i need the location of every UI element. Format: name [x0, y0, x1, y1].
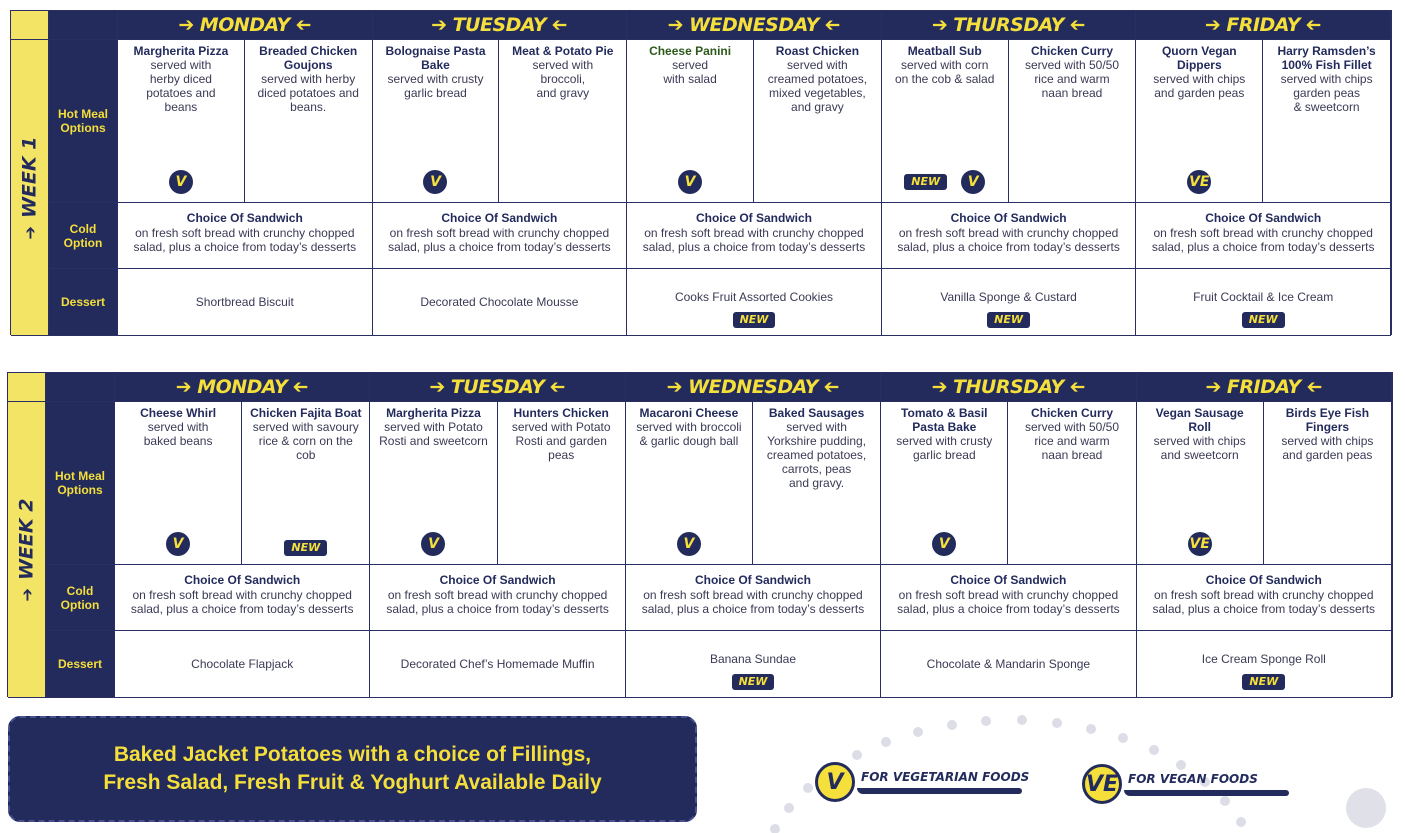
header-corner: [49, 11, 118, 40]
hot-meal-option: [753, 402, 880, 564]
dessert-tuesday: [370, 631, 625, 698]
arrow-right-icon: ➔: [1204, 14, 1221, 36]
day-header-thursday: [881, 373, 1136, 402]
vegetarian-badge-icon: V: [423, 170, 447, 194]
meal-description: served with herby diced potatoes and beans.: [257, 72, 359, 114]
swoosh-underline: [857, 788, 1022, 794]
cold-option-monday: [115, 565, 370, 631]
dessert-name: Chocolate Flapjack: [191, 657, 294, 671]
cold-option-monday: [118, 203, 373, 269]
hot-meal-option: [370, 402, 497, 564]
week-label-text: WEEK 1: [18, 136, 41, 218]
hot-meal-option: [498, 402, 625, 564]
meal-description: served with chips garden peas & sweetcorn: [1280, 72, 1373, 114]
cold-option-title: Choice Of Sandwich: [695, 211, 812, 225]
day-header-thursday: [882, 11, 1137, 40]
dessert-name: Chocolate & Mandarin Sponge: [926, 657, 1091, 671]
new-badge: NEW: [904, 174, 947, 190]
decorative-dot: [1149, 745, 1159, 755]
arrow-up-icon: ➔: [20, 225, 40, 239]
arrow-right-icon: ➔: [666, 376, 683, 398]
day-header-monday: [115, 373, 370, 402]
row-label-cold: Cold Option: [46, 565, 115, 631]
dessert-friday: [1137, 631, 1392, 698]
arrow-left-icon: ➔: [1306, 376, 1323, 398]
cold-option-text: on fresh soft bread with crunchy chopped salad, plus a choice from today’s desserts: [130, 587, 354, 616]
dessert-name: Decorated Chef’s Homemade Muffin: [400, 657, 595, 671]
day-name: THURSDAY: [953, 14, 1064, 36]
decorative-dot: [981, 716, 991, 726]
meal-description: served with crusty garlic bread: [387, 72, 484, 100]
day-header-wednesday: [626, 373, 881, 402]
dessert-wednesday: [627, 269, 882, 336]
swoosh-underline: [1124, 790, 1289, 796]
meal-name: Quorn Vegan Dippers: [1161, 44, 1237, 72]
decorative-dot: [784, 803, 794, 813]
arrow-right-icon: ➔: [931, 376, 948, 398]
day-header-friday: [1136, 11, 1391, 40]
new-badge: NEW: [284, 540, 327, 556]
arrow-right-icon: ➔: [667, 14, 684, 36]
hot-meal-option: [627, 40, 754, 202]
arrow-left-icon: ➔: [824, 14, 841, 36]
decorative-dot: [1236, 817, 1246, 827]
hot-meal-option: [1009, 40, 1136, 202]
cold-option-title: Choice Of Sandwich: [186, 211, 303, 225]
meal-description: served with Yorkshire pudding, creamed potatoes, carrots, peas and gravy.: [766, 420, 867, 490]
vegan-badge-icon: VE: [1082, 764, 1122, 804]
cold-option-title: Choice Of Sandwich: [1205, 573, 1322, 587]
meal-description: served with 50/50 rice and warm naan bread: [1024, 58, 1120, 100]
row-label-dessert: Dessert: [46, 631, 115, 698]
legend-vegan: [1082, 764, 1258, 804]
meal-description: served with broccoli, and gravy: [532, 58, 594, 100]
hot-meal-option: [118, 40, 245, 202]
header-corner: [46, 373, 115, 402]
meal-description: served with chips and garden peas: [1153, 72, 1246, 100]
decorative-dot: [947, 720, 957, 730]
hot-meal-option: [882, 40, 1009, 202]
dessert-name: Ice Cream Sponge Roll: [1201, 652, 1326, 666]
legend-vegan-label: FOR VEGAN FOODS: [1128, 772, 1258, 786]
cold-option-text: on fresh soft bread with crunchy chopped salad, plus a choice from today’s desserts: [1152, 587, 1376, 616]
cold-option-title: Choice Of Sandwich: [950, 211, 1067, 225]
dessert-name: Fruit Cocktail & Ice Cream: [1193, 290, 1334, 304]
week-label-text: WEEK 2: [15, 498, 38, 580]
hot-meal-option: [754, 40, 881, 202]
week-2-menu-table: [7, 372, 1393, 697]
meal-description: served with baked beans: [143, 420, 213, 448]
hot-meal-option: [373, 40, 500, 202]
vegetarian-badge-icon: V: [166, 532, 190, 556]
day-name: THURSDAY: [953, 376, 1064, 398]
hot-meals-tuesday: [373, 40, 628, 203]
vegetarian-badge-icon: V: [677, 532, 701, 556]
dessert-thursday: [881, 631, 1136, 698]
meal-name: Cheese Panini: [649, 44, 732, 58]
decorative-dot: [1346, 788, 1386, 828]
meal-name: Macaroni Cheese: [639, 406, 739, 420]
header-corner: [11, 11, 49, 40]
arrow-left-icon: ➔: [1069, 376, 1086, 398]
arrow-left-icon: ➔: [550, 376, 566, 398]
arrow-left-icon: ➔: [295, 14, 312, 36]
vegetarian-badge-icon: V: [678, 170, 702, 194]
cold-option-title: Choice Of Sandwich: [694, 573, 811, 587]
meal-name: Baked Sausages: [768, 406, 865, 420]
cold-option-wednesday: [627, 203, 882, 269]
arrow-right-icon: ➔: [1205, 376, 1221, 398]
dessert-thursday: [882, 269, 1137, 336]
hot-meal-option: [115, 402, 242, 564]
row-label-hot: Hot Meal Options: [46, 402, 115, 565]
day-header-tuesday: [373, 11, 628, 40]
cold-option-text: on fresh soft bread with crunchy chopped salad, plus a choice from today’s desserts: [386, 587, 609, 616]
decorative-dot: [770, 824, 780, 833]
legend-vegetarian-label: FOR VEGETARIAN FOODS: [861, 770, 1030, 784]
meal-name: Margherita Pizza: [386, 406, 481, 420]
cold-option-text: on fresh soft bread with crunchy chopped salad, plus a choice from today’s desserts: [642, 225, 866, 254]
header-corner: [8, 373, 46, 402]
meal-name: Tomato & Basil Pasta Bake: [901, 406, 988, 434]
legend-vegetarian: [815, 762, 1029, 802]
meal-name: Cheese Whirl: [140, 406, 217, 420]
dessert-name: Vanilla Sponge & Custard: [940, 290, 1077, 304]
dessert-friday: [1136, 269, 1391, 336]
hot-meal-option: [1008, 402, 1135, 564]
meal-description: served with salad: [663, 58, 717, 86]
hot-meals-monday: [118, 40, 373, 203]
meal-name: Meatball Sub: [907, 44, 982, 58]
meal-description: served with broccoli & garlic dough ball: [636, 420, 742, 448]
meal-name: Margherita Pizza: [133, 44, 229, 58]
meal-name: Roast Chicken: [775, 44, 860, 58]
row-label-dessert: Dessert: [49, 269, 118, 336]
hot-meal-option: [1264, 402, 1391, 564]
decorative-dot: [881, 737, 891, 747]
vegetarian-badge-icon: V: [932, 532, 956, 556]
meal-name: Birds Eye Fish Fingers: [1285, 406, 1370, 434]
day-name: MONDAY: [197, 376, 288, 398]
row-label-cold: Cold Option: [49, 203, 118, 269]
arrow-left-icon: ➔: [1306, 14, 1322, 36]
meal-description: served with herby diced potatoes and beans: [146, 58, 216, 114]
cold-option-thursday: [881, 565, 1136, 631]
cold-option-title: Choice Of Sandwich: [439, 573, 556, 587]
hot-meals-wednesday: [627, 40, 882, 203]
day-name: FRIDAY: [1226, 14, 1301, 36]
cold-option-text: on fresh soft bread with crunchy chopped salad, plus a choice from today’s desserts: [897, 225, 1120, 254]
hot-meals-thursday: [881, 402, 1136, 565]
week-label: [11, 40, 49, 336]
decorative-dot: [1017, 715, 1027, 725]
meal-name: Hunters Chicken: [513, 406, 609, 420]
arrow-left-icon: ➔: [552, 14, 568, 36]
cold-option-wednesday: [626, 565, 881, 631]
arrow-right-icon: ➔: [178, 14, 194, 36]
daily-options-text: Baked Jacket Potatoes with a choice of Fillings, Fresh Salad, Fresh Fruit & Yoghurt Available Daily: [103, 743, 602, 794]
meal-name: Breaded Chicken Goujons: [259, 44, 358, 72]
cold-option-text: on fresh soft bread with crunchy chopped salad, plus a choice from today’s desserts: [1151, 225, 1375, 254]
hot-meal-option: [242, 402, 369, 564]
cold-option-title: Choice Of Sandwich: [950, 573, 1067, 587]
day-name: TUESDAY: [450, 376, 545, 398]
day-header-tuesday: [370, 373, 625, 402]
daily-options-banner: [8, 716, 697, 822]
day-header-wednesday: [627, 11, 882, 40]
day-name: MONDAY: [199, 14, 290, 36]
dessert-tuesday: [373, 269, 628, 336]
decorative-dot: [803, 783, 813, 793]
week-label: [8, 402, 46, 698]
dessert-monday: [118, 269, 373, 336]
arrow-left-icon: ➔: [823, 376, 840, 398]
cold-option-tuesday: [373, 203, 628, 269]
decorative-dot: [1086, 724, 1096, 734]
meal-description: served with crusty garlic bread: [896, 434, 993, 462]
hot-meals-friday: [1137, 402, 1392, 565]
meal-description: served with corn on the cob & salad: [894, 58, 995, 86]
new-badge: NEW: [987, 312, 1030, 328]
hot-meals-tuesday: [370, 402, 625, 565]
cold-option-text: on fresh soft bread with crunchy chopped salad, plus a choice from today’s desserts: [388, 225, 611, 254]
hot-meal-option: [245, 40, 372, 202]
hot-meal-option: [626, 402, 753, 564]
cold-option-text: on fresh soft bread with crunchy chopped salad, plus a choice from today’s desserts: [133, 225, 357, 254]
cold-option-tuesday: [370, 565, 625, 631]
meal-name: Chicken Curry: [1030, 44, 1113, 58]
meal-description: served with 50/50 rice and warm naan bread: [1024, 420, 1120, 462]
arrow-right-icon: ➔: [429, 376, 445, 398]
cold-option-title: Choice Of Sandwich: [184, 573, 301, 587]
hot-meal-option: [881, 402, 1008, 564]
dessert-wednesday: [626, 631, 881, 698]
meal-description: served with chips and sweetcorn: [1153, 434, 1246, 462]
meal-description: served with chips and garden peas: [1281, 434, 1374, 462]
dessert-name: Cooks Fruit Assorted Cookies: [674, 290, 834, 304]
arrow-up-icon: ➔: [17, 587, 37, 601]
new-badge: NEW: [1242, 312, 1285, 328]
day-header-friday: [1137, 373, 1392, 402]
arrow-left-icon: ➔: [1069, 14, 1086, 36]
cold-option-friday: [1137, 565, 1392, 631]
meal-name: Meat & Potato Pie: [512, 44, 614, 58]
arrow-right-icon: ➔: [931, 14, 948, 36]
week-1-menu-table: [10, 10, 1392, 335]
dessert-name: Shortbread Biscuit: [195, 295, 294, 309]
day-name: WEDNESDAY: [689, 14, 819, 36]
new-badge: NEW: [732, 674, 775, 690]
hot-meals-monday: [115, 402, 370, 565]
dessert-name: Decorated Chocolate Mousse: [420, 295, 579, 309]
cold-option-title: Choice Of Sandwich: [1205, 211, 1322, 225]
decorative-dot: [1052, 718, 1062, 728]
vegetarian-badge-icon: V: [961, 170, 985, 194]
hot-meals-wednesday: [626, 402, 881, 565]
meal-name: Chicken Fajita Boat: [250, 406, 362, 420]
arrow-left-icon: ➔: [293, 376, 309, 398]
meal-name: Chicken Curry: [1030, 406, 1113, 420]
decorative-dot: [1118, 733, 1128, 743]
meal-description: served with Potato Rosti and garden peas: [511, 420, 611, 462]
cold-option-thursday: [882, 203, 1137, 269]
meal-name: Vegan Sausage Roll: [1155, 406, 1244, 434]
row-label-hot: Hot Meal Options: [49, 40, 118, 203]
dessert-name: Banana Sundae: [709, 652, 797, 666]
vegetarian-badge-icon: V: [421, 532, 445, 556]
decorative-dot: [852, 750, 862, 760]
day-name: FRIDAY: [1226, 376, 1301, 398]
vegan-badge-icon: VE: [1188, 532, 1212, 556]
decorative-dot: [913, 727, 923, 737]
arrow-right-icon: ➔: [431, 14, 447, 36]
cold-option-text: on fresh soft bread with crunchy chopped salad, plus a choice from today’s desserts: [897, 587, 1120, 616]
day-header-monday: [118, 11, 373, 40]
cold-option-title: Choice Of Sandwich: [441, 211, 558, 225]
meal-description: served with savoury rice & corn on the cob: [252, 420, 359, 462]
hot-meal-option: [1263, 40, 1390, 202]
vegetarian-badge-icon: V: [169, 170, 193, 194]
arrow-right-icon: ➔: [175, 376, 192, 398]
hot-meal-option: [499, 40, 626, 202]
cold-option-friday: [1136, 203, 1391, 269]
meal-description: served with creamed potatoes, mixed vegetables, and gravy: [767, 58, 868, 114]
new-badge: NEW: [733, 312, 776, 328]
hot-meal-option: [1136, 40, 1263, 202]
day-name: TUESDAY: [452, 14, 547, 36]
dessert-monday: [115, 631, 370, 698]
vegetarian-badge-icon: V: [815, 762, 855, 802]
hot-meals-friday: [1136, 40, 1391, 203]
hot-meals-thursday: [882, 40, 1137, 203]
new-badge: NEW: [1242, 674, 1285, 690]
cold-option-text: on fresh soft bread with crunchy chopped salad, plus a choice from today’s desserts: [641, 587, 865, 616]
meal-name: Harry Ramsden’s 100% Fish Fillet: [1277, 44, 1376, 72]
hot-meal-option: [1137, 402, 1264, 564]
meal-name: Bolognaise Pasta Bake: [385, 44, 486, 72]
meal-description: served with Potato Rosti and sweetcorn: [379, 420, 488, 448]
day-name: WEDNESDAY: [688, 376, 818, 398]
vegan-badge-icon: VE: [1187, 170, 1211, 194]
